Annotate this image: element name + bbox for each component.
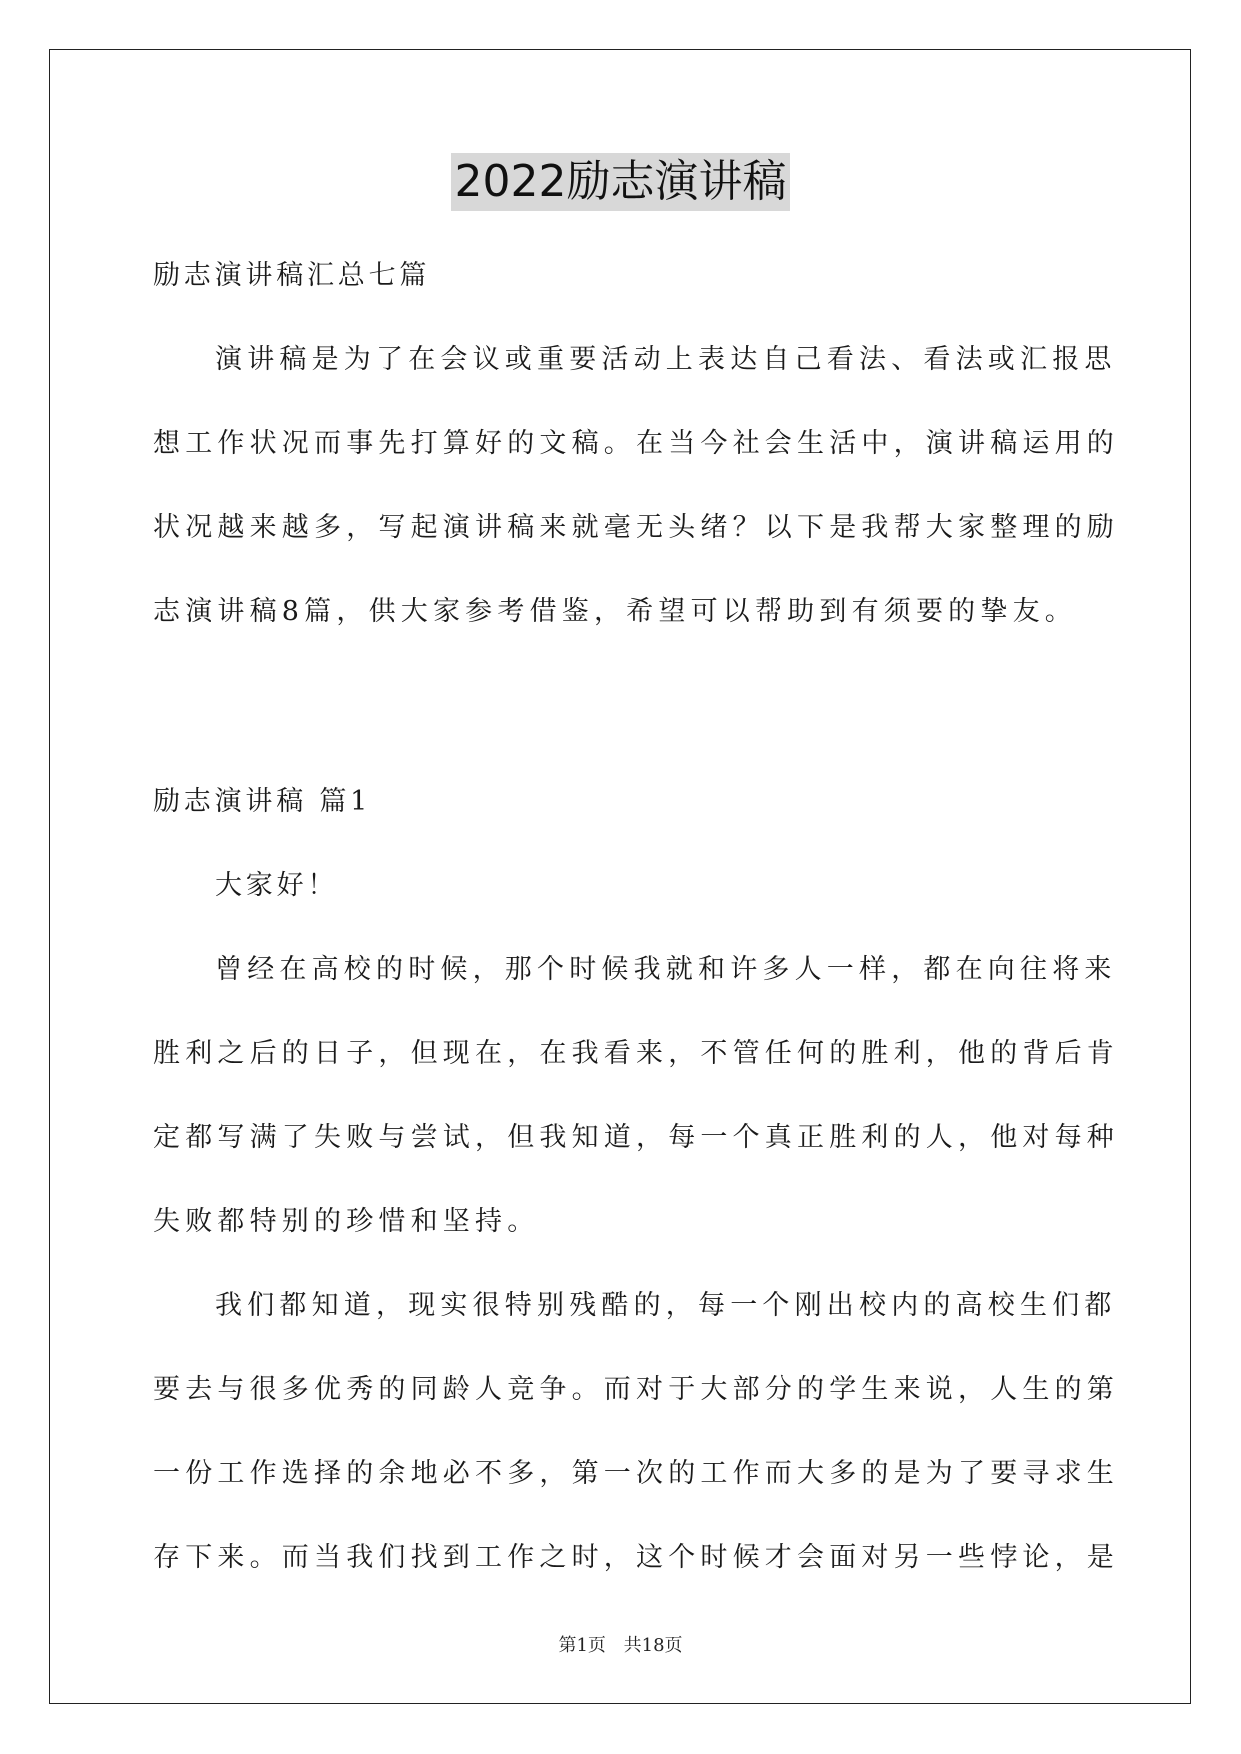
- greeting: 大家好！: [215, 870, 339, 901]
- intro-line-4: 志演讲稿8篇，供大家参考借鉴，希望可以帮助到有须要的挚友。: [153, 596, 1077, 627]
- para1-line-2: 胜利之后的日子，但现在，在我看来，不管任何的胜利，他的背后肯: [153, 1038, 1119, 1069]
- para2-line-3: 一份工作选择的余地必不多，第一次的工作而大多的是为了要寻求生: [153, 1458, 1119, 1489]
- intro-line-3: 状况越来越多，写起演讲稿来就毫无头绪？以下是我帮大家整理的励: [153, 512, 1119, 543]
- subtitle: 励志演讲稿汇总七篇: [153, 260, 431, 291]
- page-number: 第1页: [558, 1635, 606, 1656]
- title-container: [0, 153, 1241, 211]
- para2-line-1: 我们都知道，现实很特别残酷的，每一个刚出校内的高校生们都: [215, 1290, 1117, 1321]
- para2-line-4: 存下来。而当我们找到工作之时，这个时候才会面对另一些悖论，是: [153, 1542, 1119, 1573]
- document-body: [153, 234, 1119, 1600]
- para2-line-2: 要去与很多优秀的同龄人竞争。而对于大部分的学生来说，人生的第: [153, 1374, 1119, 1405]
- intro-line-2: 想工作状况而事先打算好的文稿。在当今社会生活中，演讲稿运用的: [153, 428, 1119, 459]
- intro-line-1: 演讲稿是为了在会议或重要活动上表达自己看法、看法或汇报思: [215, 344, 1117, 375]
- para1-line-1: 曾经在高校的时候，那个时候我就和许多人一样，都在向往将来: [215, 954, 1117, 985]
- document-title: 2022励志演讲稿: [451, 153, 791, 211]
- page-total: 共18页: [623, 1635, 683, 1656]
- section-gap: [153, 654, 1091, 760]
- page-footer: [0, 1631, 1241, 1657]
- para1-line-4: 失败都特别的珍惜和坚持。: [153, 1206, 540, 1237]
- section-heading: 励志演讲稿 篇1: [153, 786, 372, 817]
- para1-line-3: 定都写满了失败与尝试，但我知道，每一个真正胜利的人，他对每种: [153, 1122, 1119, 1153]
